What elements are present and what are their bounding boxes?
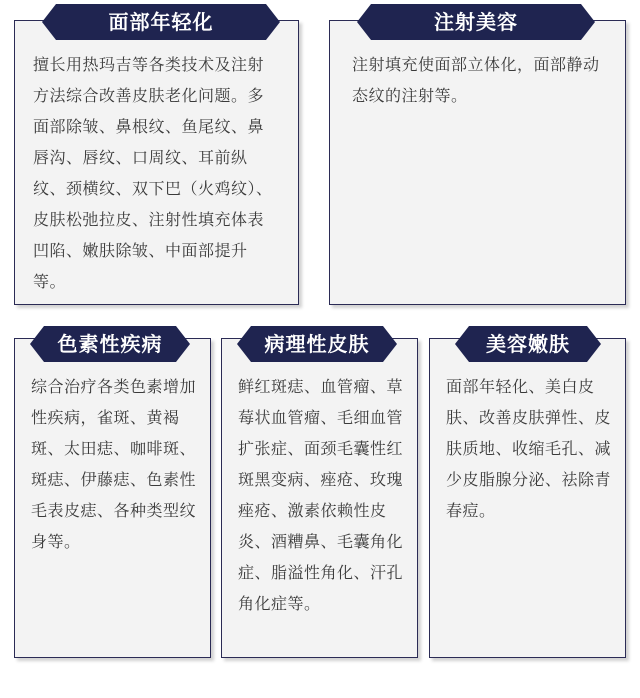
card-skin-rejuvenation	[429, 338, 626, 658]
card-text: 面部年轻化、美白皮肤、改善皮肤弹性、皮肤质地、收缩毛孔、减少皮脂腺分泌、祛除青春痘。	[446, 377, 612, 520]
card-title: 注射美容	[371, 4, 581, 40]
card-text: 综合治疗各类色素增加性疾病，雀斑、黄褐斑、太田痣、咖啡斑、斑痣、伊藤痣、色素性毛表皮痣、各种类型纹身等。	[31, 377, 197, 551]
card-pigment-disease	[14, 338, 211, 658]
card-text: 注射填充使面部立体化，面部静动态纹的注射等。	[352, 55, 600, 105]
card-text: 鲜红斑痣、血管瘤、草莓状血管瘤、毛细血管扩张症、面颈毛囊性红斑黑变病、痤疮、玫瑰痤疮、激素依赖性皮炎、酒糟鼻、毛囊角化症、脂溢性角化、汗孔角化症等。	[238, 377, 404, 613]
card-title: 美容嫩肤	[469, 326, 587, 362]
card-title: 面部年轻化	[56, 4, 266, 40]
card-facial-rejuvenation	[14, 20, 299, 305]
card-title: 色素性疾病	[44, 326, 176, 362]
card-pathological-skin	[221, 338, 418, 658]
card-text: 擅长用热玛吉等各类技术及注射方法综合改善皮肤老化问题。多面部除皱、鼻根纹、鱼尾纹、鼻唇沟、唇纹、口周纹、耳前纵纹、颈横纹、双下巴（火鸡纹）、皮肤松弛拉皮、注射性填充体表凹陷、嫩肤除皱、中面部提升等。	[33, 55, 273, 291]
card-title: 病理性皮肤	[251, 326, 383, 362]
card-injection-beauty	[329, 20, 626, 305]
